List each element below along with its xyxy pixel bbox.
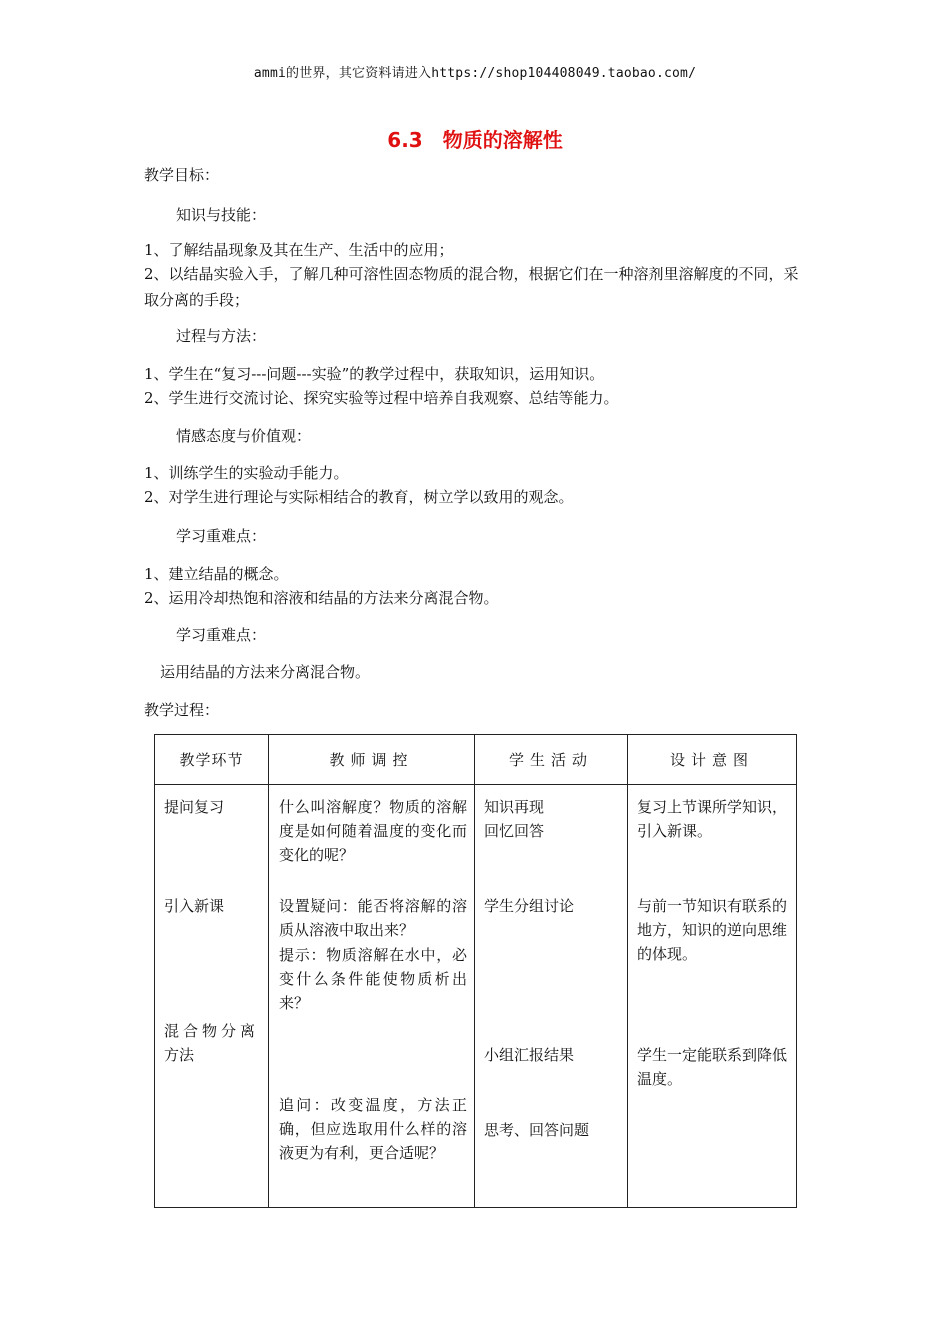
emotion-heading: 情感态度与价值观： [176,427,312,445]
intent-2: 与前一节知识有联系的地方，知识的逆向思维的体现。 [637,897,788,963]
student-cell [475,785,628,1208]
header-teacher: 教师调控 [269,735,475,785]
student-act-1: 知识再现 [484,798,545,816]
table-body-row [155,785,797,1208]
process-item-2: 2、学生进行交流讨论、探究实验等过程中培养自我观察、总结等能力。 [144,389,619,407]
key-item-1: 1、建立结晶的概念。 [144,565,289,583]
knowledge-item-2: 2、以结晶实验入手，了解几种可溶性固态物质的混合物，根据它们在一种溶剂里溶解度的不同，采取分离的手段； [144,265,799,309]
process-heading: 过程与方法： [176,327,267,345]
teacher-question-2: 设置疑问：能否将溶解的溶质从溶液中取出来？ [279,897,467,939]
stage-review: 提问复习 [164,798,225,816]
key-heading: 学习重难点： [176,527,267,545]
header-intent: 设计意图 [628,735,797,785]
difficult-heading: 学习重难点： [176,626,267,644]
student-act-5: 思考、回答问题 [484,1121,590,1139]
intent-1: 复习上节课所学知识，引入新课。 [637,798,788,840]
teacher-cell [269,785,475,1208]
student-act-3: 学生分组讨论 [484,897,575,915]
teacher-followup: 追问：改变温度，方法正确，但应选取用什么样的溶液更为有利，更合适呢？ [279,1096,467,1162]
objectives-heading: 教学目标： [144,166,220,184]
page-header: ammi的世界，其它资料请进入https://shop104408049.taobao.com/ [253,66,697,81]
process-section-heading: 教学过程： [144,701,220,719]
difficult-item-1: 运用结晶的方法来分离混合物。 [160,663,371,681]
stage-intro: 引入新课 [164,897,225,915]
stage-separation: 混合物分离 [164,1022,260,1040]
header-student: 学生活动 [475,735,628,785]
intent-3: 学生一定能联系到降低温度。 [637,1046,788,1088]
process-item-1: 1、学生在“复习---问题---实验”的教学过程中，获取知识，运用知识。 [144,365,605,383]
knowledge-item-1: 1、了解结晶现象及其在生产、生活中的应用； [144,241,454,259]
intent-cell [628,785,797,1208]
header-stage: 教学环节 [155,735,269,785]
student-act-4: 小组汇报结果 [484,1046,575,1064]
emotion-item-1: 1、训练学生的实验动手能力。 [144,464,349,482]
table-header-row [155,735,797,785]
emotion-item-2: 2、对学生进行理论与实际相结合的教育，树立学以致用的观念。 [144,488,574,506]
key-item-2: 2、运用冷却热饱和溶液和结晶的方法来分离混合物。 [144,589,499,607]
stage-separation-cont: 方法 [164,1046,195,1064]
page-title: 6.3 物质的溶解性 [387,128,563,152]
knowledge-heading: 知识与技能： [176,206,267,224]
student-act-2: 回忆回答 [484,822,545,840]
teacher-hint: 提示：物质溶解在水中，必变什么条件能使物质析出来？ [279,946,467,1012]
stage-cell [155,785,269,1208]
teacher-question-1: 什么叫溶解度？物质的溶解度是如何随着温度的变化而变化的呢？ [279,798,467,864]
lesson-plan-table [154,734,797,1208]
